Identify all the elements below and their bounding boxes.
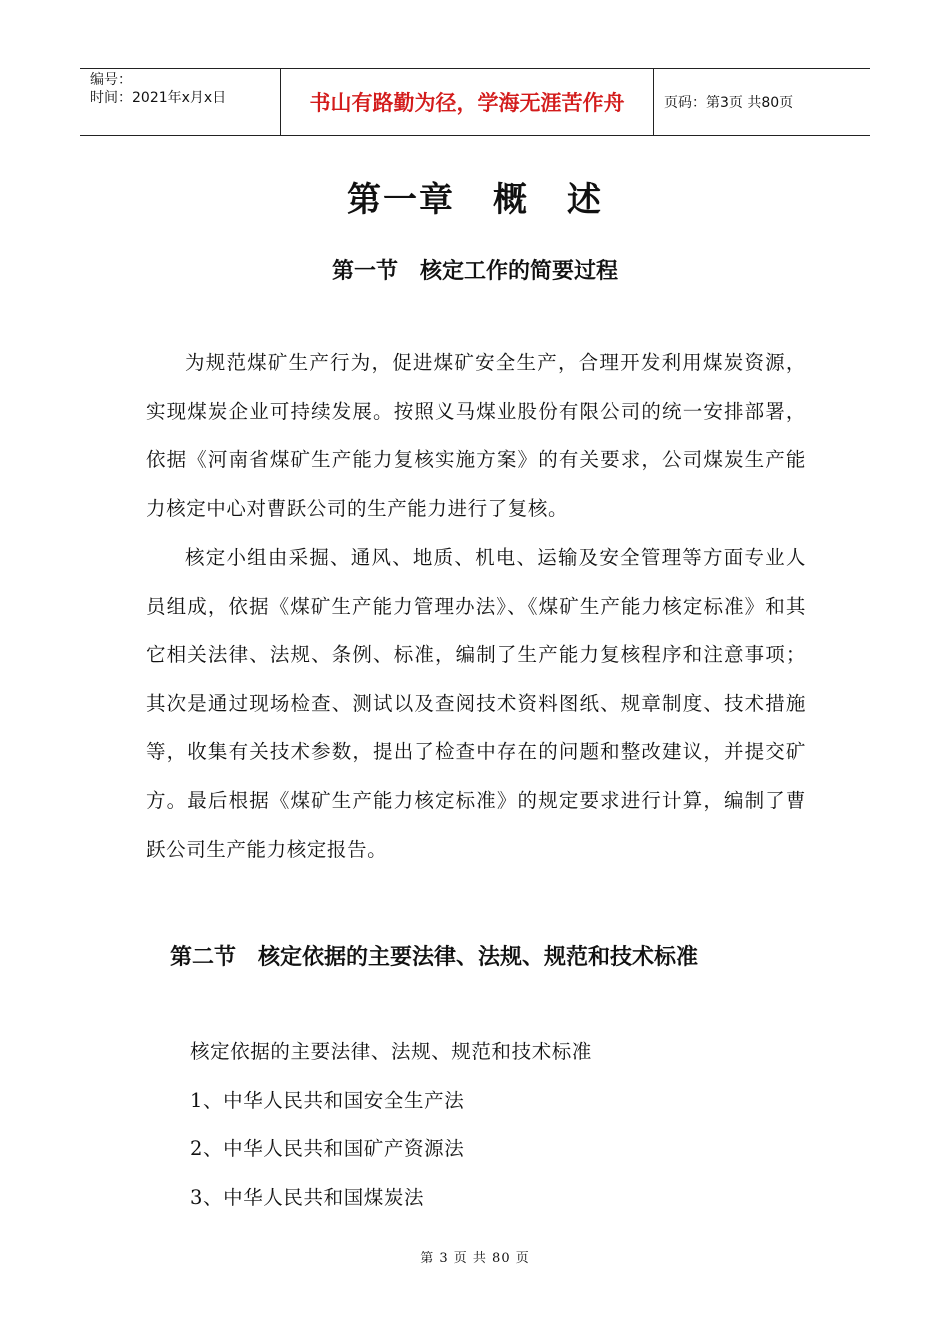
paragraph-1: 为规范煤矿生产行为，促进煤矿安全生产，合理开发利用煤炭资源，实现煤炭企业可持续发展。按照义马煤业股份有限公司的统一安排部署，依据《河南省煤矿生产能力复核实施方案》的有关要求，公司煤炭生产能力核定中心对曹跃公司的生产能力进行了复核。 [146,351,806,520]
list-item: 2、中华人民共和国矿产资源法 [190,1137,465,1161]
chapter-number: 第一章 [347,180,455,220]
section-1-number: 第一节 [331,259,398,284]
chapter-word-2: 述 [567,180,603,220]
number-label: 编号： [90,72,132,88]
date-label: 时间：2021年x月x日 [90,90,227,106]
section-2-number: 第二节 [170,945,237,970]
chapter-title [0,172,950,221]
header-meta [80,69,280,135]
page-header [80,68,870,136]
chapter-word-1: 概 [493,180,529,220]
basis-intro: 核定依据的主要法律、法规、规范和技术标准 [190,1040,593,1063]
section-2-title: 核定依据的主要法律、法规、规范和技术标准 [258,945,699,970]
list-item: 3、中华人民共和国煤炭法 [190,1185,425,1209]
list-item: 1、中华人民共和国安全生产法 [190,1088,465,1112]
section-2-heading [170,940,698,971]
header-motto: 书山有路勤为径，学海无涯苦作舟 [280,69,654,135]
page-footer: 第 3 页 共 80 页 [420,1251,530,1266]
section-1-heading [0,254,950,285]
paragraph-2: 核定小组由采掘、通风、地质、机电、运输及安全管理等方面专业人员组成，依据《煤矿生产能力管理办法》、《煤矿生产能力核定标准》和其它相关法律、法规、条例、标准，编制了生产能力复核程序和注意事项；其次是通过现场检查、测试以及查阅技术资料图纸、规章制度、技术措施等，收集有关技术参数，提出了检查中存在的问题和整改建议，并提交矿方。最后根据《煤矿生产能力核定标准》的规定要求进行计算，编制了曹跃公司生产能力核定报告。 [146,546,806,861]
header-page-label: 页码：第3页 共80页 [664,95,794,111]
section-1-title: 核定工作的简要过程 [420,259,619,284]
basis-list [190,1028,592,1222]
